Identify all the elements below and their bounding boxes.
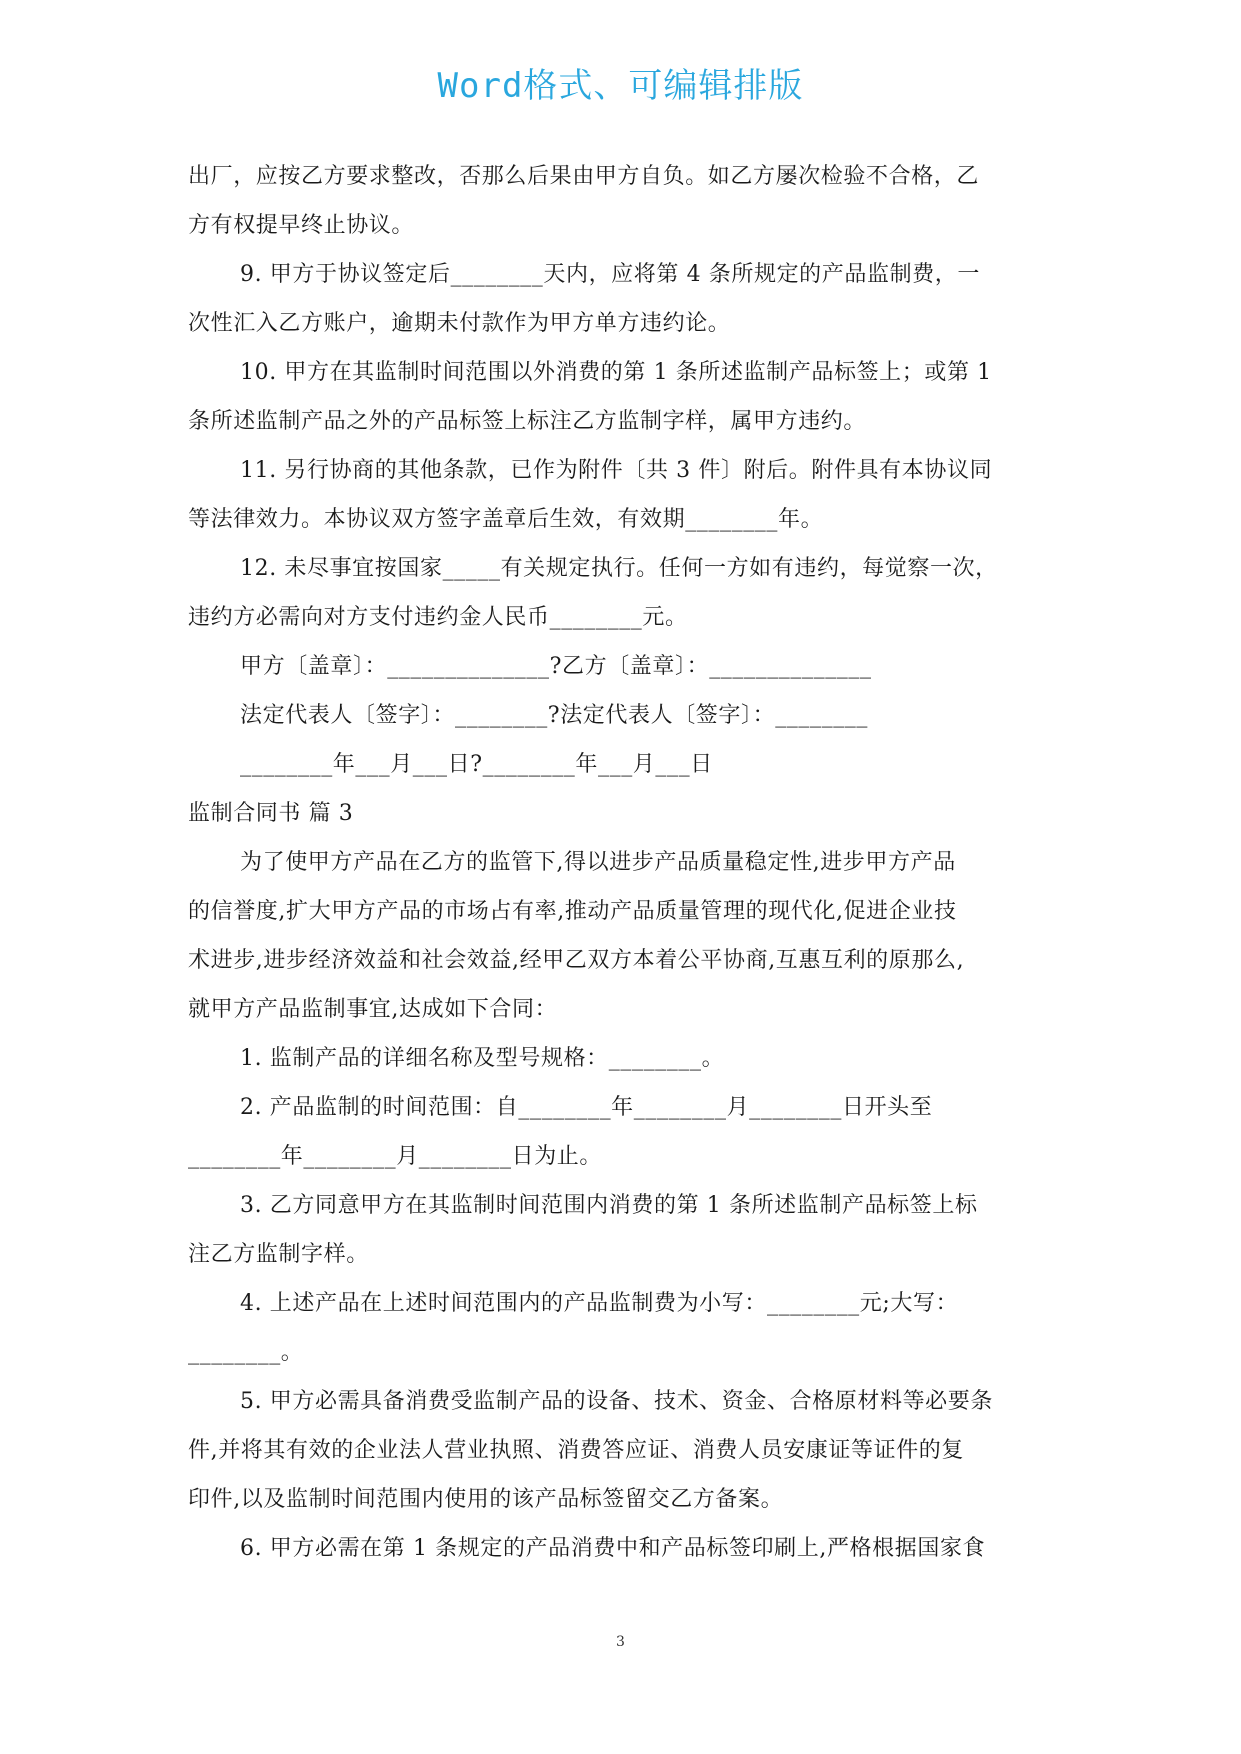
- text-line: 次性汇入乙方账户，逾期未付款作为甲方单方违约论。: [188, 311, 731, 336]
- text-line: 6. 甲方必需在第 1 条规定的产品消费中和产品标签印刷上,严格根据国家食: [240, 1536, 986, 1561]
- text-line: 就甲方产品监制事宜,达成如下合同：: [188, 997, 558, 1022]
- page-number: 3: [616, 1634, 625, 1650]
- text-line: 12. 未尽事宜按国家_____有关规定执行。任何一方如有违约，每觉察一次，: [240, 556, 998, 581]
- text-line: 甲方〔盖章〕：______________?乙方〔盖章〕：______________: [240, 654, 872, 679]
- document-body: [188, 152, 1058, 1573]
- text-line: 出厂，应按乙方要求整改，否那么后果由甲方自负。如乙方屡次检验不合格，乙: [188, 164, 980, 189]
- text-line: 9. 甲方于协议签定后________天内，应将第 4 条所规定的产品监制费，一: [240, 262, 980, 287]
- text-line: 方有权提早终止协议。: [188, 213, 415, 238]
- text-line: 条所述监制产品之外的产品标签上标注乙方监制字样，属甲方违约。: [188, 409, 867, 434]
- page-header-title: Word格式、可编辑排版: [437, 66, 804, 106]
- text-line: 注乙方监制字样。: [188, 1242, 369, 1267]
- text-line: 2. 产品监制的时间范围：自________年________月________日开头至: [240, 1095, 933, 1120]
- text-line: 3. 乙方同意甲方在其监制时间范围内消费的第 1 条所述监制产品标签上标: [240, 1193, 978, 1218]
- text-line: 4. 上述产品在上述时间范围内的产品监制费为小写：________元;大写：: [240, 1291, 959, 1316]
- text-line: 件,并将其有效的企业法人营业执照、消费答应证、消费人员安康证等证件的复: [188, 1438, 964, 1463]
- text-line: 违约方必需向对方支付违约金人民币________元。: [188, 605, 688, 630]
- text-line: 10. 甲方在其监制时间范围以外消费的第 1 条所述监制产品标签上；或第 1: [240, 360, 992, 385]
- text-line: 法定代表人〔签字〕：________?法定代表人〔签字〕：________: [240, 703, 868, 728]
- text-line: 等法律效力。本协议双方签字盖章后生效，有效期________年。: [188, 507, 824, 532]
- text-line: 为了使甲方产品在乙方的监管下,得以进步产品质量稳定性,进步甲方产品: [240, 850, 956, 875]
- text-line: 11. 另行协商的其他条款，已作为附件〔共 3 件〕附后。附件具有本协议同: [240, 458, 993, 483]
- text-line: ________年________月________日为止。: [188, 1144, 603, 1169]
- text-line: 1. 监制产品的详细名称及型号规格：________。: [240, 1046, 725, 1071]
- text-line: 术进步,进步经济效益和社会效益,经甲乙双方本着公平协商,互惠互利的原那么,: [188, 948, 965, 973]
- text-line: 印件,以及监制时间范围内使用的该产品标签留交乙方备案。: [188, 1487, 784, 1512]
- text-line: ________。: [188, 1340, 304, 1365]
- text-line: 监制合同书 篇 3: [188, 801, 354, 826]
- text-line: 5. 甲方必需具备消费受监制产品的设备、技术、资金、合格原材料等必要条: [240, 1389, 993, 1414]
- text-line: 的信誉度,扩大甲方产品的市场占有率,推动产品质量管理的现代化,促进企业技: [188, 899, 957, 924]
- text-line: ________年___月___日?________年___月___日: [240, 752, 713, 777]
